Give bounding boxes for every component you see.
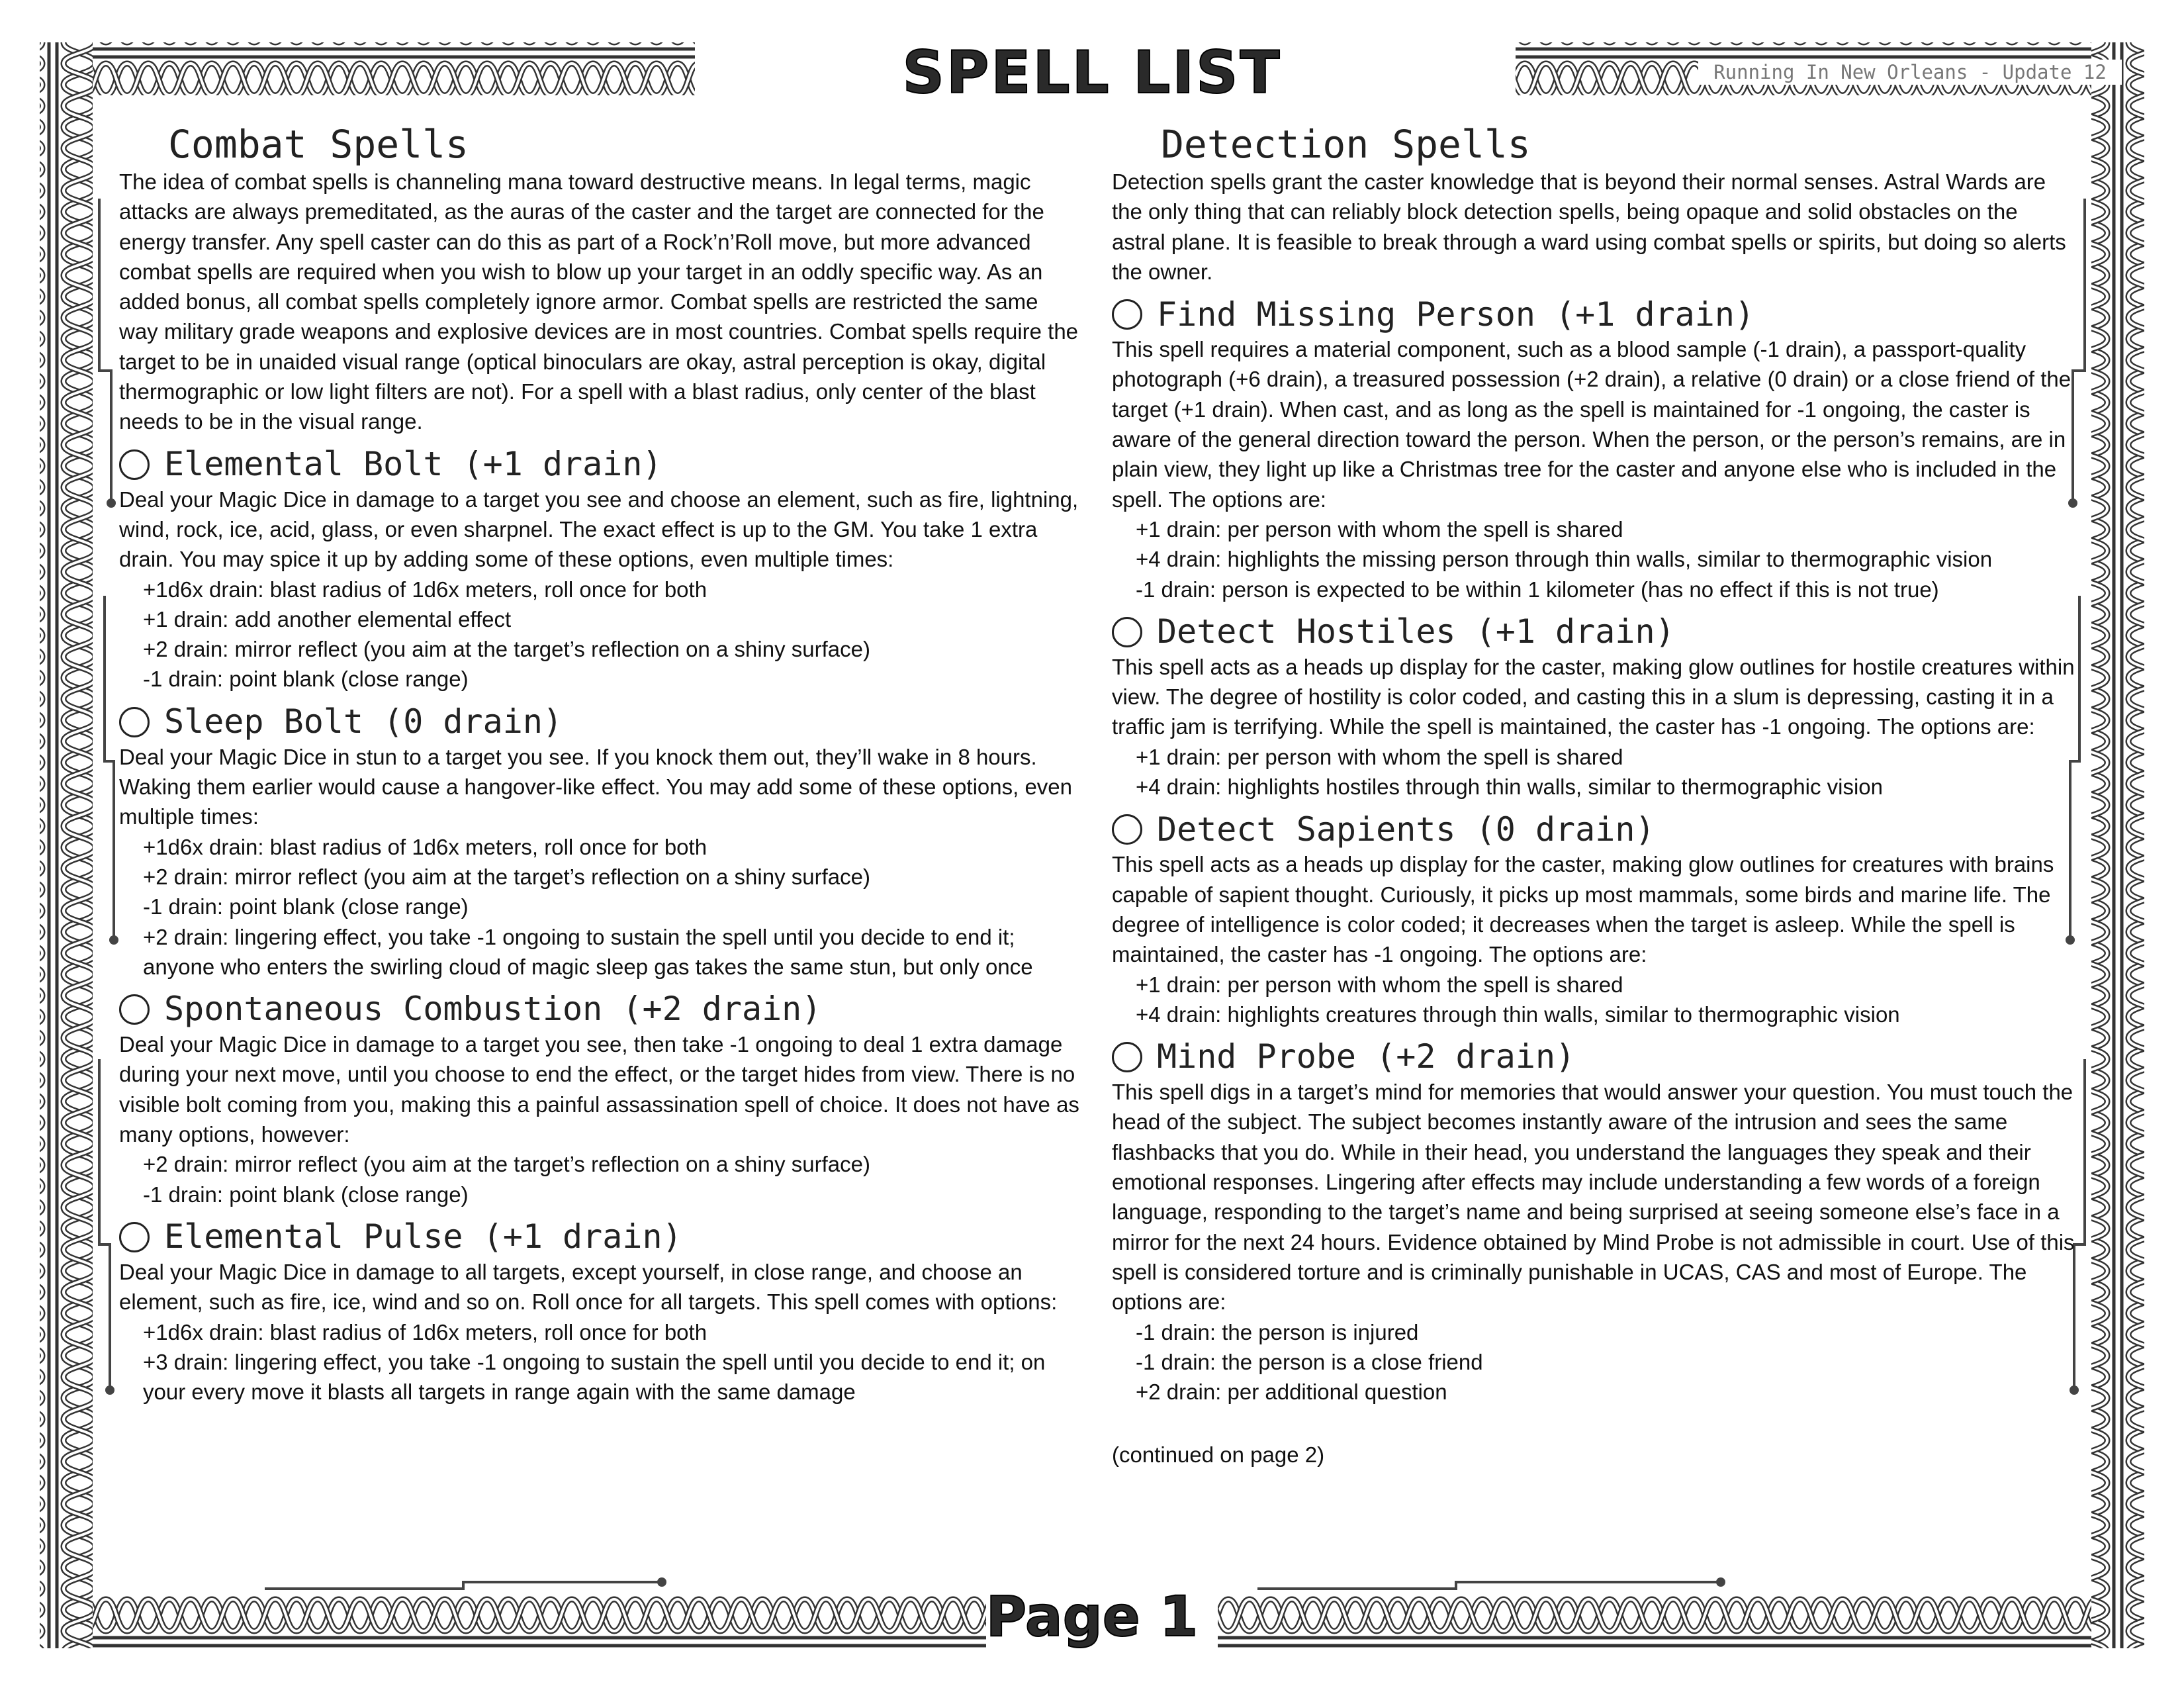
spell-option: -1 drain: point blank (close range) — [143, 894, 469, 919]
spell-detect-hostiles — [1112, 612, 2075, 802]
spell-sleep-bolt — [119, 702, 1082, 982]
spell-option: +1 drain: per person with whom the spell is shared — [1136, 972, 1623, 997]
spell-elemental-bolt — [119, 445, 1082, 694]
spell-description: This spell requires a material component, such as a blood sample (-1 drain), a passport-quality photograph (+6 drain), a treasured possession (+2 drain), a relative (0 drain) or a close friend of the target (+1 drain). When cast, and as long as the spell is maintained for -1 ongoing, the caster is aware of the general direction toward the person. When the person, or the person’s remains, are in plain view, they light up like a Christmas tree for the caster and anyone else who is included in the spell. The options are: — [1112, 337, 2071, 512]
spell-option: +3 drain: lingering effect, you take -1 ongoing to sustain the spell until you decide to end it; on your every move it blasts all targets in range again with the same damage — [143, 1349, 1046, 1405]
spell-checkbox[interactable] — [1112, 617, 1142, 647]
detection-section-title: Detection Spells — [1161, 122, 1531, 167]
spell-description: This spell acts as a heads up display for the caster, making glow outlines for creatures with brains capable of sapient thought. Curiously, it picks up most mammals, some birds and marine life. The degree of intelligence is color coded; it decreases when the target is asleep. While the spell is maintained, the caster has -1 ongoing. The options are: — [1112, 852, 2054, 967]
detection-intro: Detection spells grant the caster knowledge that is beyond their normal senses. Astral Wards are the only thing that can reliably block detection spells, being opaque and solid obstacles on the astral plane. It is feasible to break through a ward using combat spells or spirits, but doing so alerts the owner. — [1112, 169, 2066, 284]
spell-name: Sleep Bolt (0 drain) — [164, 702, 563, 741]
spell-description: Deal your Magic Dice in damage to a target you see, then take -1 ongoing to deal 1 extra damage during your next move, until you choose to end the effect, or the target hides from view. There is no visible bolt coming from you, making this a painful assassination spell of choice. It does not have as many options, however: — [119, 1032, 1079, 1147]
spell-name: Spontaneous Combustion (+2 drain) — [164, 990, 822, 1029]
spell-spontaneous-combustion — [119, 990, 1082, 1209]
spell-checkbox[interactable] — [1112, 1042, 1142, 1072]
spell-option: +2 drain: mirror reflect (you aim at the target’s reflection on a shiny surface) — [143, 1152, 870, 1177]
detection-column — [1112, 118, 2075, 1470]
spell-checkbox[interactable] — [1112, 814, 1142, 845]
spell-detect-sapients — [1112, 810, 2075, 1029]
spell-option: +1d6x drain: blast radius of 1d6x meters, roll once for both — [143, 577, 707, 602]
spell-option: +1d6x drain: blast radius of 1d6x meters, roll once for both — [143, 834, 707, 859]
spell-name: Mind Probe (+2 drain) — [1157, 1037, 1576, 1076]
combat-section-title: Combat Spells — [168, 122, 469, 167]
spell-option: +2 drain: lingering effect, you take -1 ongoing to sustain the spell until you decide to end it; anyone who enters the swirling cloud of magic sleep gas takes the same stun, but only once — [143, 924, 1033, 979]
spell-description: This spell acts as a heads up display for the caster, making glow outlines for hostile creatures within view. The degree of hostility is color coded, and casting this in a slum is depressing, casting it in a traffic jam is terrifying. While the spell is maintained, the caster has -1 ongoing. The options are: — [1112, 654, 2075, 739]
spell-option: -1 drain: the person is injured — [1136, 1319, 1419, 1344]
spell-description: Deal your Magic Dice in stun to a target you see. If you knock them out, they’ll wake in 8 hours. Waking them earlier would cause a hangover-like effect. You may add some of these options, even multiple times: — [119, 744, 1073, 829]
spell-checkbox[interactable] — [119, 449, 150, 480]
spell-checkbox[interactable] — [119, 1222, 150, 1252]
spell-checkbox[interactable] — [119, 707, 150, 737]
spell-checkbox[interactable] — [119, 994, 150, 1025]
spell-option: -1 drain: point blank (close range) — [143, 667, 469, 692]
continued-note: (continued on page 2) — [1112, 1442, 1325, 1468]
spell-name: Find Missing Person (+1 drain) — [1157, 295, 1755, 334]
spell-option: +1 drain: per person with whom the spell is shared — [1136, 516, 1623, 541]
spell-checkbox[interactable] — [1112, 299, 1142, 330]
spell-option: +4 drain: highlights the missing person through thin walls, similar to thermographic vision — [1136, 547, 1993, 572]
spell-mind-probe — [1112, 1037, 2075, 1407]
spell-option: -1 drain: person is expected to be within 1 kilometer (has no effect if this is not true) — [1136, 577, 1939, 602]
combat-intro: The idea of combat spells is channeling mana toward destructive means. In legal terms, magic attacks are always premeditated, as the auras of the caster and the target are connected for the energy transfer. Any spell caster can do this as part of a Rock’n’Roll move, but more advanced combat spells are required when you wish to blow up your target in an oddly specific way. As an added bonus, all combat spells completely ignore armor. Combat spells are restricted the same way military grade weapons and explosive devices are in most countries. Combat spells require the target to be in unaided visual range (optical binoculars are okay, astral perception is okay, digital thermographic or low light filters are not). For a spell with a blast radius, only center of the blast needs to be in the visual range. — [119, 169, 1079, 434]
page-number: Page 1 — [985, 1584, 1199, 1649]
spell-description: Deal your Magic Dice in damage to a target you see and choose an element, such as fire, lightning, wind, rock, ice, acid, glass, or even sharpnel. The exact effect is up to the GM. You take 1 extra drain. You may spice it up by adding some of these options, even multiple times: — [119, 487, 1079, 572]
spell-option: +4 drain: highlights creatures through thin walls, similar to thermographic vision — [1136, 1002, 1900, 1027]
spell-name: Elemental Bolt (+1 drain) — [164, 445, 662, 484]
spell-name: Detect Hostiles (+1 drain) — [1157, 612, 1675, 651]
spell-option: -1 drain: point blank (close range) — [143, 1182, 469, 1207]
spell-find-missing-person — [1112, 295, 2075, 604]
header-tag: Running In New Orleans - Update 12 — [1698, 60, 2122, 85]
spell-option: +2 drain: mirror reflect (you aim at the target’s reflection on a shiny surface) — [143, 637, 870, 662]
spell-description: Deal your Magic Dice in damage to all targets, except yourself, in close range, and choose an element, such as fire, ice, wind and so on. Roll once for all targets. This spell comes with options: — [119, 1259, 1058, 1315]
spell-option: +1d6x drain: blast radius of 1d6x meters, roll once for both — [143, 1319, 707, 1344]
spell-name: Elemental Pulse (+1 drain) — [164, 1217, 682, 1256]
spell-option: -1 drain: the person is a close friend — [1136, 1349, 1483, 1374]
spell-option: +2 drain: per additional question — [1136, 1380, 1447, 1405]
spell-option: +1 drain: per person with whom the spell is shared — [1136, 744, 1623, 769]
spell-name: Detect Sapients (0 drain) — [1157, 810, 1655, 849]
spell-option: +2 drain: mirror reflect (you aim at the target’s reflection on a shiny surface) — [143, 864, 870, 889]
spell-option: +4 drain: highlights hostiles through thin walls, similar to thermographic vision — [1136, 774, 1883, 800]
page-title: SPELL LIST — [902, 38, 1282, 107]
spell-description: This spell digs in a target’s mind for memories that would answer your question. You must touch the head of the subject. The subject becomes instantly aware of the intrusion and sees the same flashbacks that you do. While in their head, you understand the languages they speak and their emotional responses. Lingering after effects may include understanding a few words of a foreign language, responding to the target’s name and being surprised at seeing someone else’s face in a mirror for the next 24 hours. Evidence obtained by Mind Probe is not admissible in court. Use of this spell is considered torture and is criminally punishable in UCAS, CAS and most of Europe. The options are: — [1112, 1080, 2075, 1315]
spell-elemental-pulse — [119, 1217, 1082, 1407]
combat-column — [119, 118, 1082, 1407]
spell-option: +1 drain: add another elemental effect — [143, 606, 512, 632]
